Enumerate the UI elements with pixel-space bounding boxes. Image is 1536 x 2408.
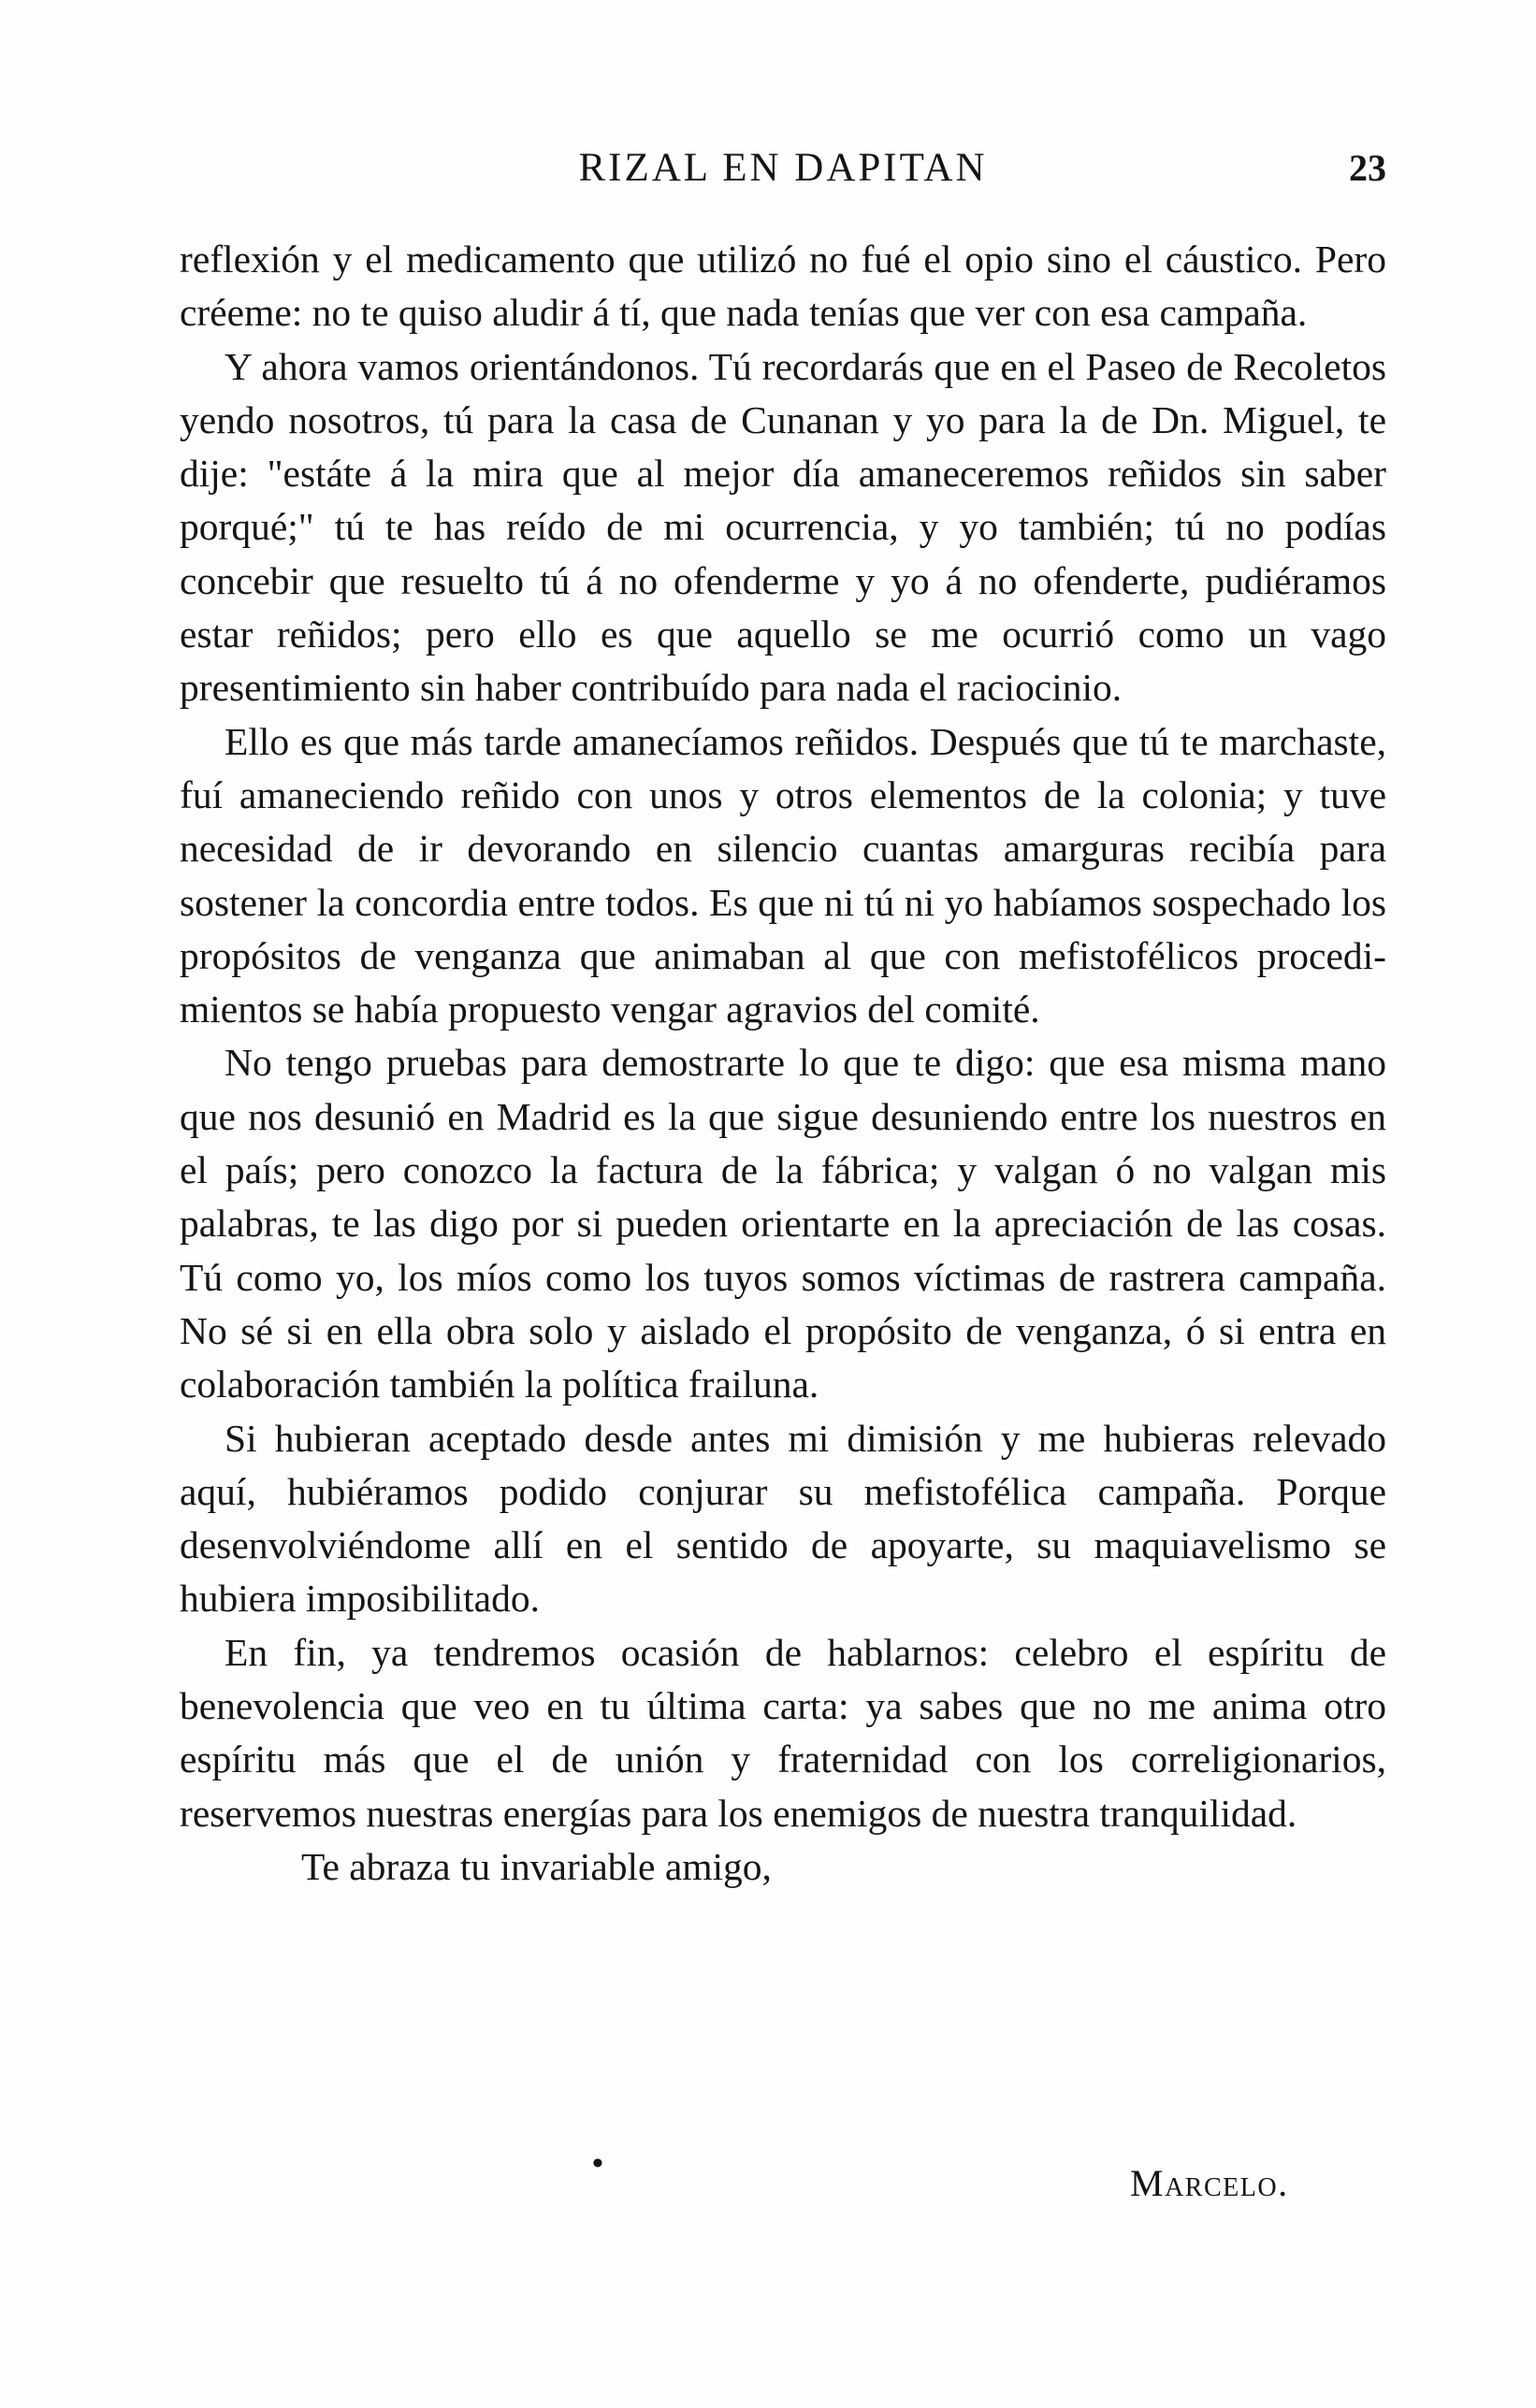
paragraph-5: Si hubieran aceptado desde antes mi dimisión y me hubieras relevado aquí, hubiéramos podido conjurar su mefistofélica campaña. Porque desenvolviéndome allí en el sentido de apoyarte, su maquiavelismo se hubiera imposibilitado. [180, 1416, 1386, 1621]
paragraph-1: reflexión y el medicamento que utilizó no fué el opio sino el cáustico. Pero créeme: no te quiso aludir á tí, que nada tenías que ver con esa campaña. [180, 238, 1386, 335]
stray-ink-mark: • [592, 2146, 603, 2181]
paragraph-3: Ello es que más tarde amanecíamos reñidos. Después que tú te marchaste, fuí amaneciendo reñido con unos y otros elementos de la colonia; y tuve necesidad de ir devorando en silencio cuantas amarguras recibía para sostener la concordia entre todos. Es que ni tú ni yo habíamos sospechado los propósitos de venganza que animaban al que con mefistofélicos procedimientos se había propuesto vengar agravios del comité. [180, 719, 1386, 1031]
paragraph-4: No tengo pruebas para demostrarte lo que te digo: que esa misma mano que nos desunió en Madrid es la que sigue desuniendo entre los nuestros en el país; pero conozco la factura de la fábrica; y valgan ó no valgan mis palabras, te las digo por si pueden orientarte en la apreciación de las cosas. Tú como yo, los míos como los tuyos somos víctimas de rastrera campaña. No sé si en ella obra solo y aislado el propósito de venganza, ó si entra en colaboración también la política frailuna. [180, 1041, 1386, 1406]
running-head: RIZAL EN DAPITAN [578, 146, 988, 190]
paragraph-2: Y ahora vamos orientándonos. Tú recordarás que en el Paseo de Recoletos yendo nosotros, tú para la casa de Cunanan y yo para la de Dn. Miguel, te dije: "estáte á la mira que al mejor día amaneceremos reñidos sin saber porqué;" tú te has reído de mi ocurrencia, y yo también; tú no podías concebir que resuelto tú á no ofenderme y yo á no ofenderte, pudiéramos estar reñidos; pero ello es que aquello se me ocurrió como un vago presentimiento sin haber contribuído para nada el raciocinio. [180, 344, 1386, 710]
paragraph-6: En fin, ya tendremos ocasión de hablarnos: celebro el espíritu de benevolencia que veo en tu última carta: ya sabes que no me anima otro espíritu más que el de unión y fraternidad con los correligionarios, reservemos nuestras energías para los enemigos de nuestra tranquilidad. [180, 1630, 1386, 1835]
signature: Marcelo. [1130, 2162, 1289, 2204]
page-number: 23 [1349, 147, 1386, 189]
letter-body [180, 233, 1386, 1894]
page-header [180, 140, 1386, 196]
closing-line: Te abraza tu invariable amigo, [301, 1844, 772, 1888]
